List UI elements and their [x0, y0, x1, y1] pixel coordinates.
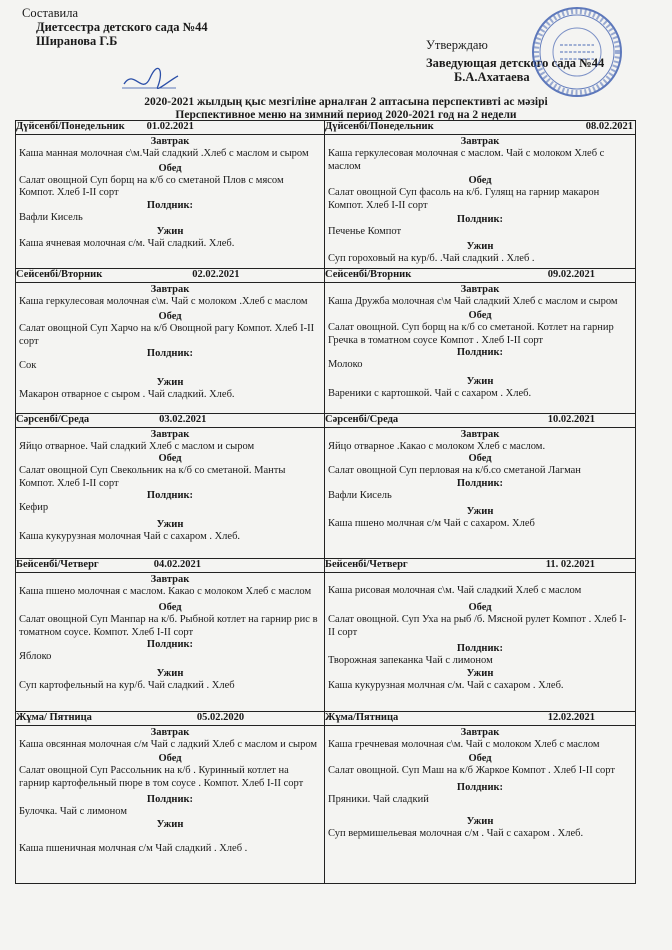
day-row: [16, 268, 636, 282]
dinner-text: Каша кукурузная молчная с/м. Чай с сахаром . Хлеб.: [328, 679, 564, 691]
day-name: Сәрсенбі/Среда: [325, 413, 399, 425]
day-date: 11. 02.2021: [545, 558, 595, 570]
breakfast-label: Завтрак: [150, 136, 190, 147]
day-header: [16, 268, 325, 282]
dinner-label: Ужин: [466, 667, 494, 679]
dinner-label: Ужин: [156, 667, 184, 679]
day-date: 02.02.2021: [192, 268, 240, 280]
day-date: 04.02.2021: [153, 558, 201, 570]
day-menu: [16, 427, 325, 558]
day-date: 09.02.2021: [547, 268, 595, 280]
breakfast-text: Каша геркулесовая молочная с маслом. Чай с молоком Хлеб с маслом: [328, 148, 605, 172]
day-date: 12.02.2021: [547, 711, 595, 723]
day-header: [16, 558, 325, 572]
approve-label: Утверждаю: [426, 38, 488, 52]
day-date: 01.02.2021: [146, 121, 194, 132]
dinner-label: Ужин: [156, 376, 184, 388]
day-menu: [325, 725, 636, 883]
day-name: Сәрсенбі/Среда: [16, 413, 90, 425]
snack-text: Печенье Компот: [328, 226, 402, 238]
day-header: [16, 121, 325, 135]
snack-text: Вафли Кисель: [328, 489, 392, 501]
snack-label: Полдник:: [146, 348, 194, 360]
compiled-by-block: [22, 6, 208, 48]
day-header: [16, 413, 325, 427]
breakfast-text: Яйцо отварное. Чай сладкий Хлеб с маслом и сыром: [19, 440, 255, 452]
dinner-label: Ужин: [466, 506, 494, 518]
menu-table: [15, 120, 636, 884]
snack-label: Полдник:: [456, 347, 504, 359]
title-russian: Перспективное меню на зимний период 2020-2021 год на 2 недели: [175, 109, 517, 121]
lunch-text: Салат овощной Суп Свекольник на к/б со сметаной. Манты Компот. Хлеб I-II сорт: [19, 465, 286, 489]
day-header: [325, 121, 636, 135]
day-menu: [16, 725, 325, 883]
day-menu: [16, 572, 325, 711]
snack-label: Полдник:: [146, 199, 194, 211]
day-name: Жұма/ Пятница: [16, 711, 92, 723]
day-header: [16, 711, 325, 725]
lunch-text: Салат овощной. Суп Маш на к/б Жаркое Компот . Хлеб I-II сорт: [328, 765, 615, 777]
breakfast-label: Завтрак: [460, 136, 500, 147]
breakfast-text: Каша овсянная молочная с/м Чай с ладкий Хлеб с маслом и сыром: [19, 738, 318, 750]
dinner-label: Ужин: [466, 240, 494, 252]
day-menu-row: [16, 725, 636, 883]
day-menu-row: [16, 572, 636, 711]
breakfast-label: Завтрак: [460, 726, 500, 738]
day-menu: [325, 427, 636, 558]
breakfast-text: Каша геркулесовая молочная с\м. Чай с молоком .Хлеб с маслом: [19, 295, 308, 307]
breakfast-text: Каша манная молочная с\м.Чай сладкий .Хлеб с маслом и сыром: [19, 148, 309, 159]
day-name: Дүйсенбі/Понедельник: [325, 121, 434, 132]
breakfast-label: Завтрак: [460, 428, 500, 440]
dinner-text: Суп вермишельевая молочная с/м . Чай с сахаром . Хлеб.: [328, 828, 584, 840]
lunch-text: Салат овощной Суп Харчо на к/б Овощной рагу Компот. Хлеб I-II сорт: [19, 323, 315, 347]
snack-label: Полдник:: [456, 477, 504, 489]
breakfast-label: Завтрак: [150, 573, 190, 585]
dinner-text: Каша пшено молчная с/м Чай с сахаром. Хлеб: [328, 518, 535, 530]
dinner-text: Каша пшеничная молчная с/м Чай сладкий . Хлеб .: [19, 842, 248, 854]
snack-text: Булочка. Чай с лимоном: [19, 806, 127, 818]
title-kazakh: 2020-2021 жылдың қыс мезгіліне арналған 2 аптасына перспективті ас мәзірі: [144, 96, 548, 108]
day-row: [16, 121, 636, 135]
breakfast-label: Завтрак: [150, 726, 190, 738]
day-name: Бейсенбі/Четверг: [325, 558, 408, 570]
dinner-label: Ужин: [156, 226, 184, 238]
day-name: Сейсенбі/Вторник: [16, 268, 103, 280]
dinner-text: Каша ячневая молочная с/м. Чай сладкий. Хлеб.: [19, 238, 235, 250]
lunch-label: Обед: [158, 453, 182, 465]
dinner-label: Ужин: [156, 818, 184, 830]
breakfast-label: Завтрак: [150, 283, 190, 295]
day-menu: [325, 282, 636, 413]
day-header: [325, 558, 636, 572]
dinner-label: Ужин: [466, 816, 494, 828]
day-row: [16, 558, 636, 572]
lunch-label: Обед: [158, 162, 182, 174]
breakfast-label: Завтрак: [460, 283, 500, 295]
day-menu-row: [16, 427, 636, 558]
day-name: Дүйсенбі/Понедельник: [16, 121, 125, 132]
dinner-label: Ужин: [466, 375, 494, 387]
dinner-label: Ужин: [156, 518, 184, 530]
snack-text: Кефир: [19, 502, 49, 514]
lunch-text: Салат овощной Суп борщ на к/б со сметаной Плов с мясом Компот. Хлеб I-II сорт: [19, 174, 284, 199]
head-position: Заведующая детского сада №44: [426, 56, 605, 70]
day-menu-row: [16, 282, 636, 413]
breakfast-text: Каша рисовая молочная с\м. Чай сладкий Хлеб с маслом: [328, 584, 582, 596]
day-header: [325, 268, 636, 282]
dinner-text: Макарон отварное с сыром . Чай сладкий. Хлеб.: [19, 388, 235, 400]
snack-text: Творожная запеканка Чай с лимоном: [328, 655, 493, 667]
lunch-label: Обед: [158, 753, 182, 765]
lunch-label: Обед: [468, 753, 492, 765]
lunch-text: Салат овощной Суп перловая на к/б.со сметаной Лагман: [328, 465, 581, 477]
official-seal: [530, 5, 625, 100]
lunch-text: Салат овощной. Суп Уха на рыб /б. Мясной рулет Компот . Хлеб I-II сорт: [328, 614, 627, 638]
snack-label: Полдник:: [146, 490, 194, 502]
lunch-label: Обед: [158, 602, 182, 614]
lunch-label: Обед: [468, 310, 492, 322]
lunch-text: Салат овощной Суп Рассольник на к/б . Куринный котлет на гарнир картофельный пюре в том соусе . Компот. Хлеб I-II сорт: [19, 765, 304, 789]
author-name: Ширанова Г.Б: [36, 34, 118, 48]
day-name: Бейсенбі/Четверг: [16, 558, 99, 570]
head-name: Б.А.Ахатаева: [454, 70, 530, 84]
day-date: 10.02.2021: [547, 413, 595, 425]
day-menu: [16, 135, 325, 269]
lunch-label: Обед: [158, 311, 182, 323]
lunch-text: Салат овощной Суп Манпар на к/б. Рыбной котлет на гарнир рис в томатном соусе. Компот. Хлеб I-II сорт: [19, 614, 318, 638]
day-menu: [325, 572, 636, 711]
dinner-text: Каша кукурузная молочная Чай с сахаром . Хлеб.: [19, 530, 241, 542]
snack-label: Полдник:: [456, 781, 504, 793]
dinner-text: Суп картофельный на кур/б. Чай сладкий . Хлеб: [19, 679, 235, 691]
snack-text: Пряники. Чай сладкий: [328, 793, 429, 805]
day-date: 03.02.2021: [159, 413, 207, 425]
day-name: Сейсенбі/Вторник: [325, 268, 412, 280]
lunch-text: Салат овощной Суп фасоль на к/б. Гулящ на гарнир макарон Компот. Хлеб I-II сорт: [328, 187, 600, 211]
spacer: [328, 574, 632, 577]
lunch-label: Обед: [468, 453, 492, 465]
breakfast-text: Каша гречневая молочная с\м. Чай с молоком Хлеб с маслом: [328, 738, 600, 750]
breakfast-text: Каша пшено молочная с маслом. Какао с молоком Хлеб с маслом: [19, 585, 312, 597]
day-menu: [325, 135, 636, 269]
day-menu: [16, 282, 325, 413]
day-header: [325, 413, 636, 427]
day-row: [16, 413, 636, 427]
dinner-text: Суп гороховый на кур/б. .Чай сладкий . Хлеб .: [328, 252, 535, 264]
day-menu-row: [16, 135, 636, 269]
breakfast-text: Каша Дружба молочная с\м Чай сладкий Хлеб с маслом и сыром: [328, 295, 618, 307]
dinner-text: Вареники с картошкой. Чай с сахаром . Хлеб.: [328, 387, 532, 399]
author-position: Диетсестра детского сада №44: [36, 20, 208, 34]
day-date: 08.02.2021: [585, 121, 633, 132]
author-signature: [120, 66, 180, 94]
day-row: [16, 711, 636, 725]
lunch-text: Салат овощной. Суп борщ на к/б со сметаной. Котлет на гарнир Гречка в томатном соусе Компот . Хлеб I-II сорт: [328, 322, 614, 346]
snack-text: Сок: [19, 360, 37, 372]
snack-text: Вафли Кисель: [19, 211, 83, 223]
snack-text: Яблоко: [19, 651, 52, 663]
compiled-by-label: Составила: [22, 6, 78, 20]
snack-text: Молоко: [328, 359, 363, 371]
day-date: 05.02.2020: [196, 711, 245, 723]
day-header: [325, 711, 636, 725]
lunch-label: Обед: [468, 175, 492, 187]
lunch-label: Обед: [468, 602, 492, 614]
breakfast-text: Яйцо отварное .Какао с молоком Хлеб с маслом.: [328, 440, 546, 452]
snack-label: Полдник:: [456, 214, 504, 226]
breakfast-label: Завтрак: [150, 428, 190, 440]
day-name: Жұма/Пятница: [325, 711, 399, 723]
snack-label: Полдник:: [146, 794, 194, 806]
snack-label: Полдник:: [456, 643, 504, 655]
snack-label: Полдник:: [146, 639, 194, 651]
